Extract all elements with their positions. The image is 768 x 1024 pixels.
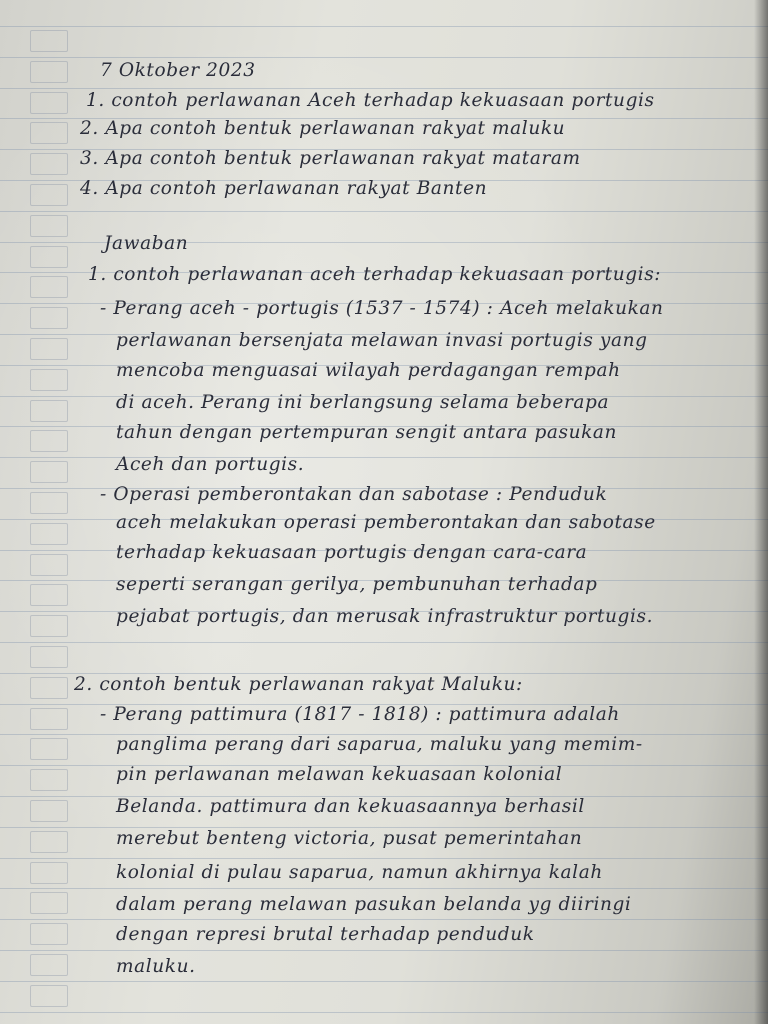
margin-box: [30, 184, 68, 206]
margin-box: [30, 615, 68, 637]
ruled-line: [0, 950, 768, 951]
ruled-line: [0, 211, 768, 212]
answer-1-point-1-line: mencoba menguasai wilayah perdagangan rempah: [116, 360, 621, 381]
page-gutter-shadow: [754, 0, 768, 1024]
ruled-line: [0, 981, 768, 982]
margin-box: [30, 954, 68, 976]
ruled-line: [0, 888, 768, 889]
margin-box: [30, 430, 68, 452]
margin-box: [30, 985, 68, 1007]
margin-box: [30, 369, 68, 391]
margin-box: [30, 338, 68, 360]
answer-1-heading: 1. contoh perlawanan aceh terhadap kekuasaan portugis:: [88, 264, 662, 285]
answer-1-point-2-line: - Operasi pemberontakan dan sabotase : Penduduk: [100, 484, 608, 505]
answer-2-point-1-line: pin perlawanan melawan kekuasaan kolonial: [116, 764, 563, 785]
margin-box: [30, 461, 68, 483]
ruled-line: [0, 919, 768, 920]
margin-box: [30, 769, 68, 791]
answer-1-point-2-line: aceh melakukan operasi pemberontakan dan sabotase: [116, 512, 656, 533]
margin-box: [30, 800, 68, 822]
margin-box: [30, 61, 68, 83]
ruled-line: [0, 1012, 768, 1013]
margin-box: [30, 523, 68, 545]
question-2: 2. Apa contoh bentuk perlawanan rakyat maluku: [80, 118, 566, 139]
margin-box: [30, 307, 68, 329]
margin-box: [30, 215, 68, 237]
answer-1-point-1-line: tahun dengan pertempuran sengit antara pasukan: [116, 422, 618, 443]
ruled-line: [0, 858, 768, 859]
margin-box: [30, 584, 68, 606]
answer-1-point-1-line: perlawanan bersenjata melawan invasi portugis yang: [116, 330, 648, 351]
answer-2-point-1-line: dalam perang melawan pasukan belanda yg diiringi: [116, 894, 632, 915]
answer-2-point-1-line: merebut benteng victoria, pusat pemerintahan: [116, 828, 583, 849]
answer-1-point-2-line: terhadap kekuasaan portugis dengan cara-cara: [116, 542, 588, 563]
ruled-line: [0, 642, 768, 643]
margin-box: [30, 862, 68, 884]
question-3: 3. Apa contoh bentuk perlawanan rakyat mataram: [80, 148, 581, 169]
margin-box: [30, 708, 68, 730]
margin-box: [30, 400, 68, 422]
answer-2-point-1-line: - Perang pattimura (1817 - 1818) : pattimura adalah: [100, 704, 620, 725]
answer-1-point-2-line: pejabat portugis, dan merusak infrastruktur portugis.: [116, 606, 654, 627]
ruled-line: [0, 57, 768, 58]
question-4: 4. Apa contoh perlawanan rakyat Banten: [80, 178, 488, 199]
answer-2-point-1-line: panglima perang dari saparua, maluku yang memim-: [116, 734, 643, 755]
margin-box: [30, 153, 68, 175]
margin-box: [30, 831, 68, 853]
ruled-line: [0, 88, 768, 89]
margin-box: [30, 122, 68, 144]
answer-1-point-1-line: Aceh dan portugis.: [116, 454, 305, 475]
ruled-line: [0, 26, 768, 27]
margin-box: [30, 276, 68, 298]
margin-boxes: [30, 0, 70, 1024]
answer-2-heading: 2. contoh bentuk perlawanan rakyat Maluku:: [74, 674, 523, 695]
margin-box: [30, 923, 68, 945]
answer-2-point-1-line: kolonial di pulau saparua, namun akhirnya kalah: [116, 862, 603, 883]
answer-1-point-2-line: seperti serangan gerilya, pembunuhan terhadap: [116, 574, 598, 595]
margin-box: [30, 92, 68, 114]
date-line: 7 Oktober 2023: [100, 60, 256, 81]
margin-box: [30, 30, 68, 52]
margin-box: [30, 677, 68, 699]
answer-2-point-1-line: maluku.: [116, 956, 196, 977]
question-1: 1. contoh perlawanan Aceh terhadap kekuasaan portugis: [86, 90, 655, 111]
answer-1-point-1-line: di aceh. Perang ini berlangsung selama beberapa: [116, 392, 610, 413]
answer-2-point-1-line: dengan represi brutal terhadap penduduk: [116, 924, 535, 945]
margin-box: [30, 646, 68, 668]
margin-box: [30, 738, 68, 760]
answer-1-point-1-line: - Perang aceh - portugis (1537 - 1574) : Aceh melakukan: [100, 298, 664, 319]
answer-2-point-1-line: Belanda. pattimura dan kekuasaannya berhasil: [116, 796, 585, 817]
margin-box: [30, 892, 68, 914]
margin-box: [30, 554, 68, 576]
margin-box: [30, 246, 68, 268]
answers-heading: Jawaban: [104, 233, 189, 254]
margin-box: [30, 492, 68, 514]
